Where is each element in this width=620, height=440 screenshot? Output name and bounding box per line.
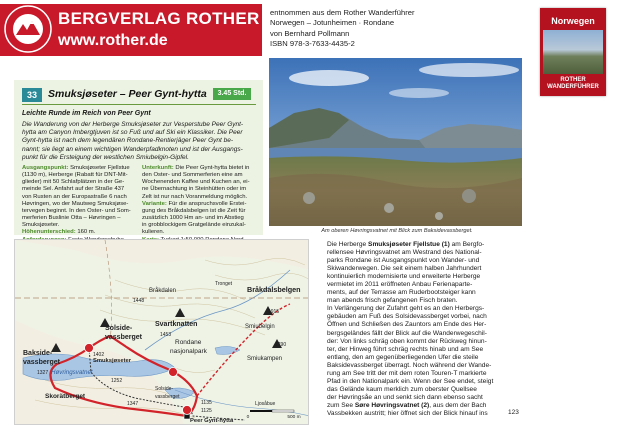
body-line: Die Herberge Smuksjøseter Fjellstue (1) am Bergfo-	[327, 241, 485, 248]
fact-line	[142, 201, 255, 208]
fact-text: in grobblockigem Gratgelände einzukal-	[142, 222, 246, 229]
fact-text: zusätzlich 1000 Hm an- und im Abstieg	[142, 215, 244, 222]
tour-intro	[22, 121, 256, 162]
map-label: 1402	[93, 352, 105, 358]
map-label: 1453	[160, 332, 172, 338]
fact-label: Unterkunft:	[142, 165, 174, 171]
body-line: entlang, den am gegenüberliegenden Ufer die steile	[327, 353, 479, 361]
body-line: Pfad in den Nationalpark ein. Wenn der See endet, steigt	[327, 377, 494, 385]
fact-line	[22, 215, 135, 222]
map-label: Solside-	[155, 386, 174, 392]
fact-text: merferien Buslinie Otta – Høvringen –	[22, 215, 121, 222]
fact-text: 160 m.	[75, 229, 96, 236]
map-label: Rondane	[175, 339, 202, 346]
map-label: vassberget	[23, 359, 60, 366]
fact-text: von Rusten an der Europastraße 6 nach	[22, 193, 127, 200]
fact-line	[22, 186, 135, 193]
map-label: Smiubelgin	[245, 324, 275, 330]
publisher-name: BERGVERLAG ROTHER	[58, 9, 260, 28]
intro-line: nannt; sie liegt an einem wichtigen Wanderpfadknoten und ist der Ausgangs-	[22, 145, 243, 153]
body-line: Öffnen und Schließen des Zauntors am Ende des Her-	[327, 321, 487, 329]
body-line: bergsgeländes fällt der Blick auf die Wanderwegeschil-	[327, 329, 487, 337]
map-label: vassberget	[155, 394, 180, 400]
map-label: 1327	[37, 370, 49, 376]
page-number: 123	[508, 409, 519, 416]
fact-text: Smuksjøseter Fjellstue	[68, 165, 130, 171]
fact-line	[142, 194, 255, 201]
map-label: 0	[246, 415, 250, 420]
fact-text: glieder) mit 50 Schlafplätzen in der Ge-	[22, 179, 125, 186]
fact-line	[142, 208, 255, 215]
fact-text: Høvringen, wo der Mautweg Smuksjøse-	[22, 200, 129, 207]
body-line: vermietet im 2011 eröffneten Anbau Ferienaparte-	[327, 281, 473, 289]
map-label: 1448	[133, 298, 145, 304]
map-label: Høvringsvatnet	[51, 369, 93, 376]
map-label: Peer Gynt-hytta	[190, 418, 234, 424]
tour-title: Smuksjøseter – Peer Gynt-hytta	[48, 88, 207, 100]
tour-facts-right	[142, 165, 255, 244]
fact-text: Die Peer Gynt-hytta bietet in	[173, 165, 250, 171]
map-label: 1347	[127, 401, 139, 407]
fact-line	[22, 222, 135, 229]
source-line: entnommen aus dem Rother Wanderführer	[270, 8, 415, 17]
fact-line	[22, 229, 135, 236]
fact-line	[142, 222, 255, 229]
cover-title: Norwegen	[551, 16, 595, 26]
fact-line	[22, 201, 135, 208]
body-line: ter, der Hinweg führt schräg rechts hinab und am See	[327, 345, 484, 353]
fact-line	[22, 208, 135, 215]
map-label: Ljosåbue	[255, 401, 276, 407]
map-label: Bakside-	[23, 350, 53, 357]
fact-label: Ausgangspunkt:	[22, 165, 69, 171]
intro-line: punkt für die Ersteigung der westlichen Smiubelgin-Gipfel.	[22, 153, 189, 161]
fact-text: ne Übernachtung in Steinhütten oder im	[142, 186, 247, 193]
body-line: das Gelände kaum merklich zum oberster Quellsee	[327, 385, 477, 393]
fact-text: (1130 m), Herberge (Rabatt für DNT-Mit-	[22, 172, 128, 179]
fact-line	[22, 165, 135, 172]
publisher-seal-logo	[3, 4, 53, 54]
fact-text: den Oster- und Sommerferien eine am	[142, 172, 243, 179]
fact-line	[22, 172, 135, 179]
photo-caption: Am oberen Høvringsvatnet mit Blick zum Baksidevassberget.	[321, 228, 473, 234]
body-line: parks Rondane ist Ausgangspunkt von Wander- und	[327, 257, 480, 265]
body-line: man abends frisch gefangenen Fisch braten.	[327, 297, 458, 305]
fact-text: Wochenenden Kaffee und Kuchen an, ei-	[142, 179, 250, 186]
fact-text: gung des Bråkdalsbelgen ist die Zeit für	[142, 207, 246, 214]
body-line: rung am See tritt der mit dem roten Touren-T markierte	[327, 369, 487, 377]
map-label: vassberget	[105, 334, 142, 341]
title-divider	[22, 104, 256, 105]
body-line: ments, auf der Terrasse am Ruderbootsteiger kann	[327, 289, 476, 297]
body-line: In Verlängerung der Zufahrt geht es an den Herbergs-	[327, 305, 485, 313]
fact-text: Smuksjøseter.	[22, 222, 60, 229]
fact-line	[142, 229, 255, 236]
body-line: rellensee Høvringsvatnet am Westrand des National-	[327, 249, 482, 257]
fact-line	[142, 165, 255, 172]
fact-label: Höhenunterschied:	[22, 229, 76, 236]
book-cover	[540, 8, 606, 96]
route-map	[14, 239, 309, 425]
fact-text: Zelt ist nur nach Voranmeldung möglich.	[142, 193, 248, 200]
body-line: Vassbekken austritt; hier öffnet sich der Blick hinauf ins	[327, 409, 488, 417]
map-label: Smuksjøseter	[93, 358, 132, 364]
source-line: von Bernhard Pollmann	[270, 28, 350, 38]
source-line: ISBN 978-3-7633-4435-2	[270, 39, 355, 49]
landscape-photo	[269, 58, 522, 226]
map-label: 1790	[275, 342, 287, 348]
body-line: zum See Søre Høvringsvatnet (2), aus dem der Bach	[327, 401, 487, 409]
body-line: kontinuierlich modernisierte und erweiterte Herberge	[327, 273, 481, 281]
map-label: 1125	[201, 408, 212, 414]
fact-line	[22, 194, 135, 201]
body-line: der Høvringsåe an und senkt sich dann ebenso sacht	[327, 393, 483, 401]
fact-label: Variante:	[142, 200, 167, 207]
intro-line: Die Wanderung von der Herberge Smuksjøseter zur Vesperstube Peer Gynt-	[22, 121, 244, 128]
intro-line: hytta am Canyon Imbergtjuven ist so Fuß und auf Ski ein Klassiker. Die Peer	[22, 129, 243, 137]
map-label: 1915	[268, 309, 280, 315]
cover-photo	[543, 30, 603, 74]
source-line: Norwegen – Jotunheimen · Rondane	[270, 18, 395, 28]
body-line: der: Von links schräg oben kommt der Rückweg hinun-	[327, 337, 487, 345]
map-label: Solside-	[105, 325, 133, 332]
body-line: Baksidevassberget überragt. Noch während der Wande-	[327, 361, 492, 369]
fact-text: tervegen beginnt. In den Oster- und Som-	[22, 207, 131, 214]
tour-number-badge: 33	[22, 88, 42, 102]
fact-line	[142, 172, 255, 179]
map-label: Tronget	[215, 281, 233, 287]
map-label: Skorätberget	[45, 393, 86, 400]
body-line: gebäuden am Fuß des Solsidevassberget vorbei, nach	[327, 313, 487, 321]
intro-line: Gynt-hytta ist nach dem legendären Rondane-Rentierjäger Peer Gynt be-	[22, 137, 234, 145]
map-label: Svartknatten	[155, 321, 198, 328]
fact-text: kulieren.	[142, 229, 165, 236]
fact-text: Für die anspruchsvolle Erstei-	[166, 200, 247, 207]
source-info	[270, 8, 530, 50]
map-label: Bråkdalsbelgen	[247, 285, 301, 294]
map-label: Bråkdalen	[149, 288, 177, 294]
tour-facts-left	[22, 165, 135, 244]
map-label: nasjonalpark	[170, 348, 207, 355]
tour-subtitle: Leichte Runde im Reich von Peer Gynt	[22, 110, 151, 117]
map-label: 500 m	[287, 415, 301, 420]
fact-line	[142, 186, 255, 193]
route-description	[327, 241, 522, 418]
map-label: 1135	[201, 400, 212, 406]
fact-line	[142, 215, 255, 222]
map-label: 1252	[111, 378, 123, 384]
map-label: Smiukampen	[247, 356, 283, 362]
cover-series: ROTHER WANDERFÜHRER	[547, 77, 599, 90]
fact-text: meinde Sel. Anfahrt auf der Straße 437	[22, 186, 125, 193]
publisher-url[interactable]: www.rother.de	[58, 32, 168, 49]
body-line: Skiwanderwegen. Die seit einem halben Jahrhundert	[327, 265, 482, 273]
duration-badge: 3.45 Std.	[213, 88, 251, 100]
fact-line	[22, 179, 135, 186]
